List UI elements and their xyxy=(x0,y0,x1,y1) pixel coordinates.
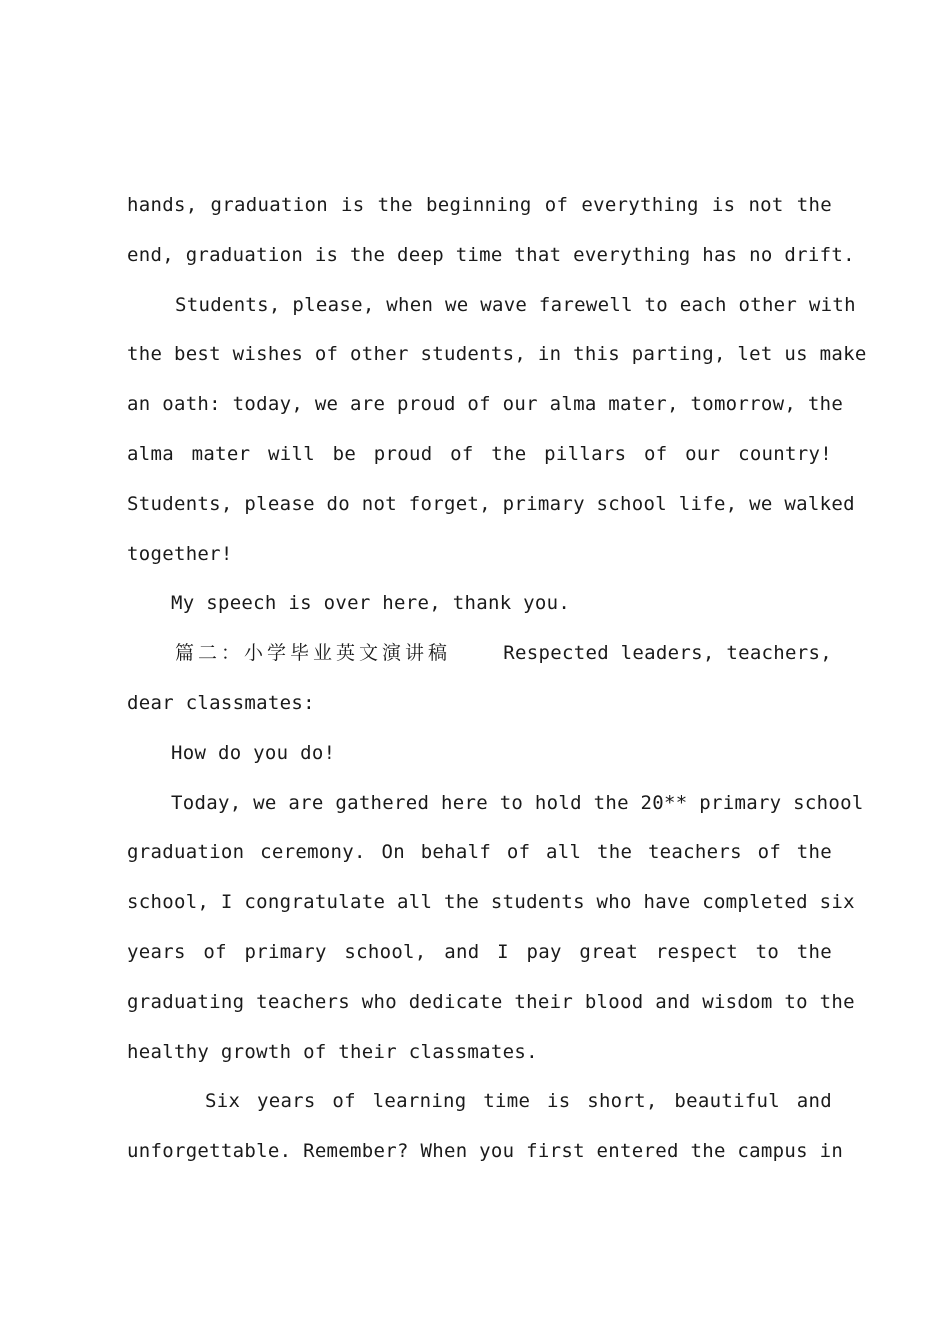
document-page xyxy=(127,181,867,1177)
section-heading-english: Respected leaders, teachers, xyxy=(503,642,832,665)
text-line-1: hands, graduation is the beginning of everything is not the xyxy=(127,194,832,216)
text-line-7: Students, please do not forget, primary school life, we walked xyxy=(127,492,855,515)
text-line-5: an oath: today, we are proud of our alma mater, tomorrow, the xyxy=(127,393,844,416)
text-line-15: school, I congratulate all the students who have completed six xyxy=(127,891,855,914)
section-heading-chinese: 篇二：小学毕业英文演讲稿 xyxy=(175,642,452,665)
text-line-17: graduating teachers who dedicate their blood and wisdom to the xyxy=(127,990,855,1013)
text-line-20: unforgettable. Remember? When you first entered the campus in xyxy=(127,1140,844,1163)
text-line-11: dear classmates: xyxy=(127,691,315,714)
section-heading-line xyxy=(127,629,832,679)
text-line-4: the best wishes of other students, in this parting, let us make xyxy=(127,343,867,366)
text-line-8: together! xyxy=(127,542,233,565)
text-line-3: Students, please, when we wave farewell to each other with xyxy=(175,293,856,316)
text-line-6: alma mater will be proud of the pillars of our country! xyxy=(127,442,832,465)
text-line-12: How do you do! xyxy=(171,741,336,764)
text-line-13: Today, we are gathered here to hold the 20** primary school xyxy=(171,791,864,814)
text-line-14: graduation ceremony. On behalf of all the teachers of the xyxy=(127,841,832,864)
text-line-9: My speech is over here, thank you. xyxy=(171,592,571,615)
text-line-2: end, graduation is the deep time that everything has no drift. xyxy=(127,243,855,266)
text-line-18: healthy growth of their classmates. xyxy=(127,1040,538,1063)
text-line-16: years of primary school, and I pay great respect to the xyxy=(127,940,832,963)
text-line-19: Six years of learning time is short, beautiful and xyxy=(205,1090,832,1113)
